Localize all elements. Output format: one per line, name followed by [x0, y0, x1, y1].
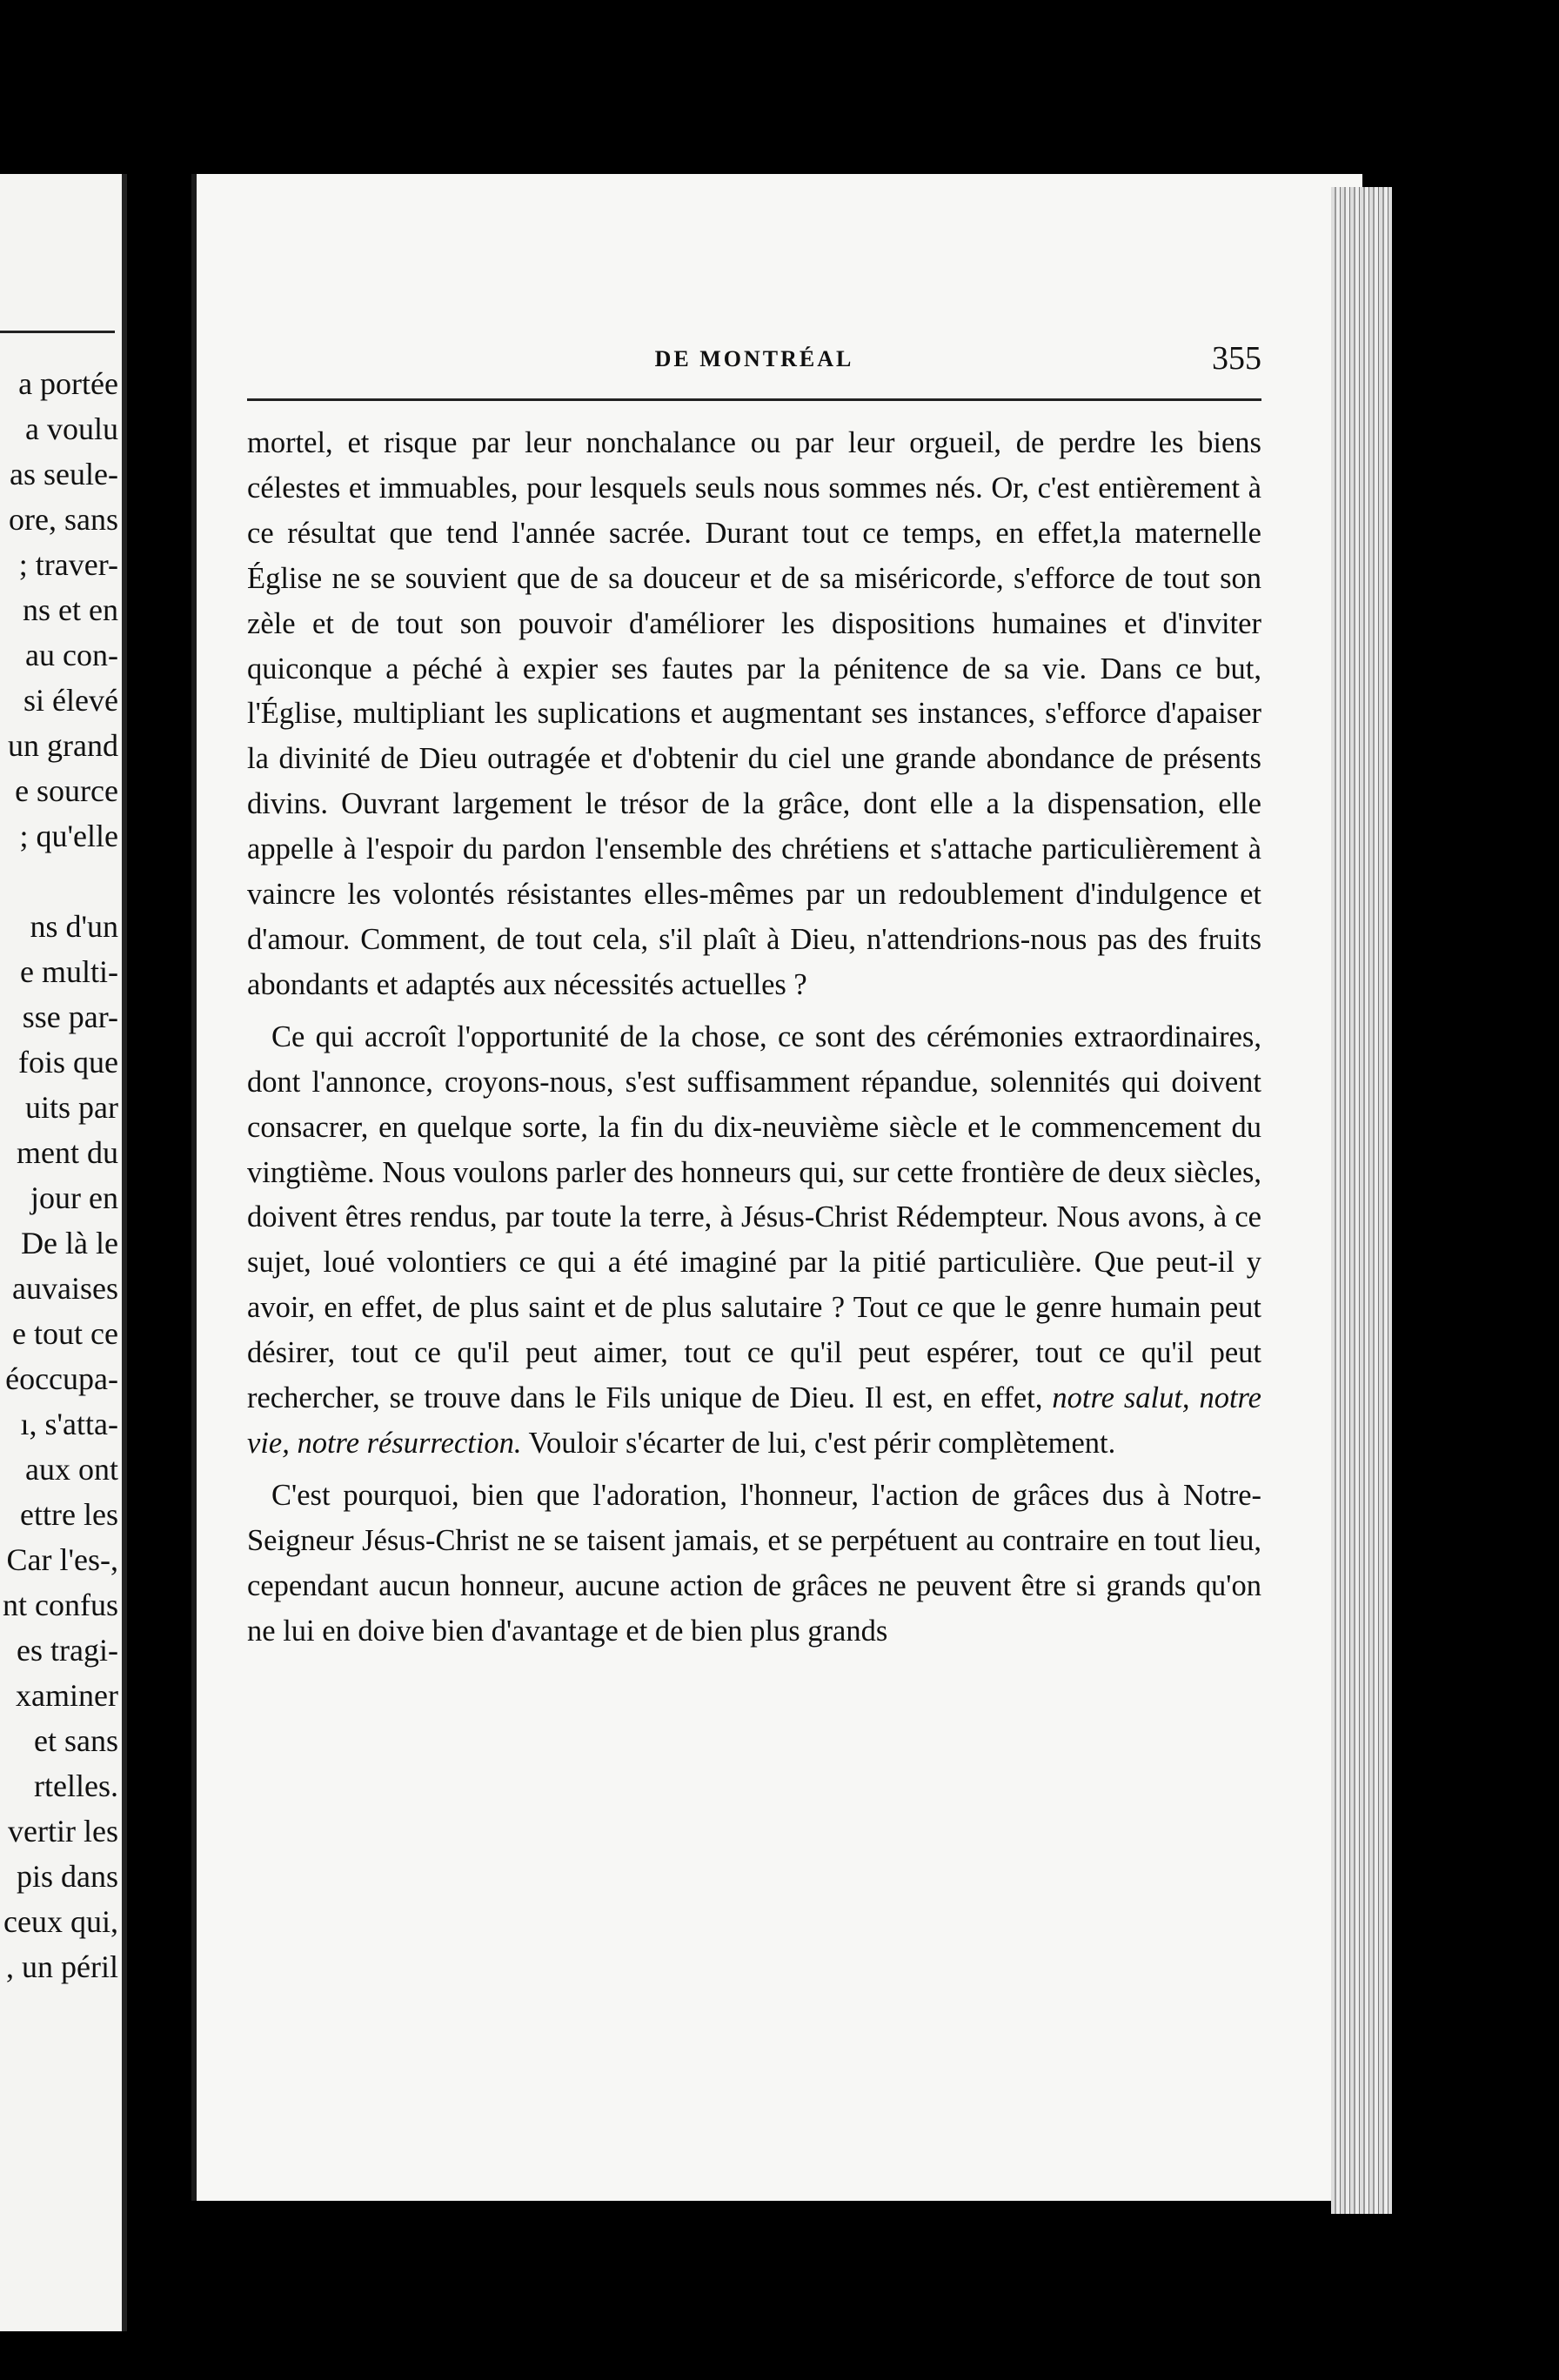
facing-page-line: ment du [17, 1135, 118, 1170]
facing-page-line: De là le [21, 1226, 118, 1260]
paragraph-2-text-b: Vouloir s'écarter de lui, c'est périr complètement. [521, 1426, 1116, 1460]
page [191, 174, 1362, 2201]
facing-page-line: a portée [18, 366, 118, 401]
facing-page-line: uits par [25, 1090, 118, 1125]
facing-page-line: aux ont [25, 1452, 118, 1487]
page-header [247, 340, 1261, 390]
body-text [247, 421, 1261, 1654]
facing-page-line: pis dans [17, 1859, 118, 1894]
facing-page-line: et sans [34, 1723, 118, 1758]
facing-page-line: a voulu [25, 411, 118, 446]
facing-page-line: un grand [8, 728, 118, 763]
facing-page-line: jour en [30, 1180, 118, 1215]
facing-page-line: e tout ce [12, 1316, 118, 1351]
facing-page-line: as seule- [10, 457, 118, 491]
facing-page-line: fois que [18, 1045, 118, 1080]
paragraph-2-italic: notre salut, notre vie, notre résurrection. [247, 1381, 1261, 1460]
facing-page-line: au con- [25, 638, 118, 672]
facing-page-line [0, 859, 118, 904]
page-edges [1331, 187, 1392, 2214]
facing-page-fragment [0, 174, 127, 2331]
facing-page-line: ceux qui, [3, 1904, 118, 1939]
facing-page-line: e multi- [20, 954, 118, 989]
facing-page-line: nt confus [3, 1588, 118, 1622]
facing-page-line: es tragi- [17, 1633, 118, 1668]
facing-page-line: ns d'un [30, 909, 118, 944]
facing-page-line: auvaises [12, 1271, 118, 1306]
page-number: 355 [1212, 340, 1261, 377]
facing-page-line: vertir les [8, 1814, 118, 1849]
facing-page-line: sse par- [22, 999, 118, 1034]
facing-page-line: ns et en [23, 592, 118, 627]
running-head: DE MONTRÉAL [654, 346, 854, 371]
facing-page-text [0, 361, 118, 1989]
facing-page-line: ; qu'elle [19, 819, 118, 853]
header-rule [247, 398, 1261, 401]
facing-page-header-rule [0, 331, 115, 333]
facing-page-line: éoccupa- [5, 1361, 118, 1396]
facing-page-line: ; traver- [18, 547, 118, 582]
facing-page-line: ı, s'atta- [20, 1407, 118, 1441]
facing-page-line: , un péril [6, 1949, 118, 1984]
facing-page-line: e source [15, 773, 118, 808]
paragraph-2-text-a: Ce qui accroît l'opportunité de la chose, ce sont des cérémonies extraordinaires, dont l'annonce, croyons-nous, s'est suffisamment répandue, solennités qui doivent consacrer, en quelque sorte, la fin du dix-neuvième siècle et le commencement du vingtième. Nous voulons parler des honneurs qui, sur cette frontière de deux siècles, doivent êtres rendus, par toute la terre, à Jésus-Christ Rédempteur. Nous avons, à ce sujet, loué volontiers ce qui a été imaginé par la pitié particulière. Que peut-il y avoir, en effet, de plus saint et de plus salutaire ? Tout ce que le genre humain peut désirer, tout ce qu'il peut aimer, tout ce qu'il peut espérer, tout ce qu'il peut rechercher, se trouve dans le Fils unique de Dieu. Il est, en effet, [247, 1020, 1261, 1415]
facing-page-line: si élevé [23, 683, 118, 718]
paragraph-2 [247, 1015, 1261, 1467]
facing-page-line: rtelles. [34, 1768, 118, 1803]
facing-page-line: Car l'es-, [6, 1542, 118, 1577]
paragraph-3: C'est pourquoi, bien que l'adoration, l'honneur, l'action de grâces dus à Notre-Seigneur Jésus-Christ ne se taisent jamais, et se perpétuent au contraire en tout lieu, cependant aucun honneur, aucune action de grâces ne peuvent être si grands qu'on ne lui en doive bien d'avantage et de bien plus grands [247, 1478, 1261, 1648]
facing-page-line: xaminer [16, 1678, 118, 1713]
paragraph-1: mortel, et risque par leur nonchalance ou par leur orgueil, de perdre les biens célestes et immuables, pour lesquels seuls nous sommes nés. Or, c'est entièrement à ce résultat que tend l'année sacrée. Durant tout ce temps, en effet,la maternelle Église ne se souvient que de sa douceur et de sa miséricorde, s'efforce de tout son zèle et de tout son pouvoir d'améliorer les dispositions humaines et d'inviter quiconque a péché à expier ses fautes par la pénitence de sa vie. Dans ce but, l'Église, multipliant les suplications et augmentant ses instances, s'efforce d'apaiser la divinité de Dieu outragée et d'obtenir du ciel une grande abondance de présents divins. Ouvrant largement le trésor de la grâce, dont elle a la dispensation, elle appelle à l'espoir du pardon l'ensemble des chrétiens et s'attache particulièrement à vaincre les volontés résistantes elles-mêmes par un redoublement d'indulgence et d'amour. Comment, de tout cela, s'il plaît à Dieu, n'attendrions-nous pas des fruits abondants et adaptés aux nécessités actuelles ? [247, 426, 1261, 1001]
facing-page-line: ettre les [20, 1497, 118, 1532]
facing-page-line: ore, sans [9, 502, 118, 537]
